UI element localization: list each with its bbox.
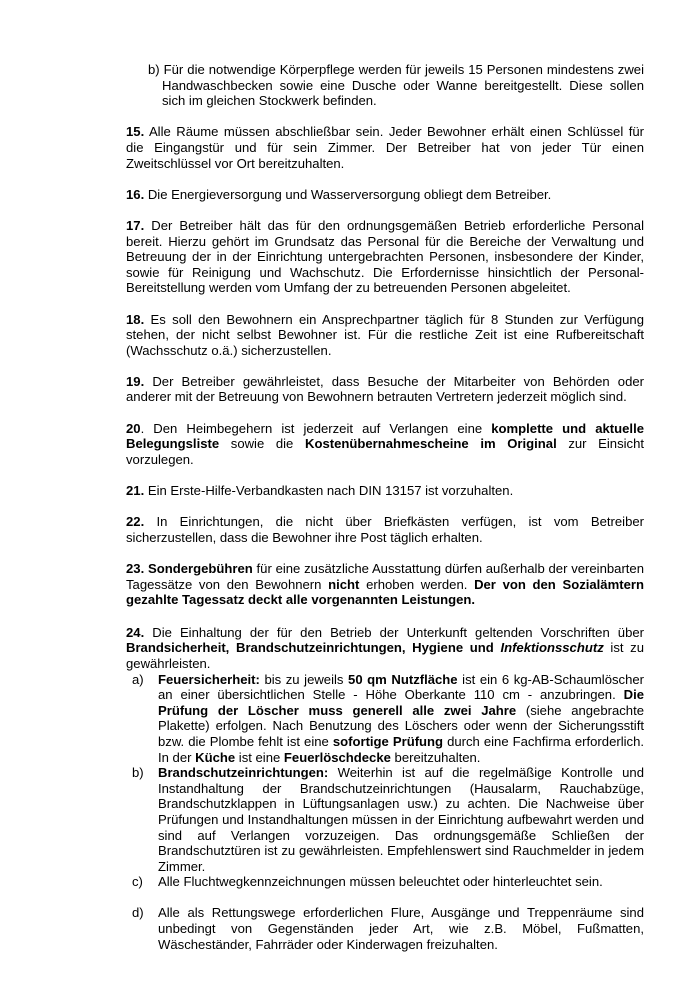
emphasis-text: komplette und aktuelle Belegungsliste	[126, 420, 644, 452]
paragraph-text: Die Energieversorgung und Wasserversorgung obliegt dem Betreiber.	[144, 186, 552, 202]
list-label: b)	[132, 765, 144, 781]
paragraph-text: Ein Erste-Hilfe-Verbandkasten nach DIN 13157 ist vorzuhalten.	[144, 483, 514, 499]
paragraph-21	[126, 483, 644, 499]
emphasis-text: Der von den Sozialämtern gezahlte Tagessatz deckt alle vorgenannten Leistungen.	[126, 576, 644, 608]
emphasis-text: Feuersicherheit:	[158, 671, 260, 687]
paragraph-number: 19.	[126, 373, 145, 389]
paragraph-text: Der Betreiber hält das für den ordnungsgemäßen Betrieb erforderliche Personal bereit. Hierzu gehört im Grundsatz das Personal für die Bereiche der Verwaltung und Betreuung der in der Einrichtung untergebrachten Personen, insbesondere der Kinder, sowie für Reinigung und Wachschutz. Die Erfordernisse hinsichtlich der Personal- Bereitstellung werden vom Umfang der zu betreuenden Personen abgeleitet.	[126, 217, 644, 296]
emphasis-text: Brandschutzeinrichtungen:	[158, 765, 329, 781]
paragraph-17	[126, 218, 644, 296]
paragraph-text: Alle Räume müssen abschließbar sein. Jeder Bewohner erhält einen Schlüssel für die Eingangstür und für sein Zimmer. Der Betreiber hat von jeder Tür einen Zweitschlüssel vor Ort bereitzuhalten.	[126, 124, 644, 171]
emphasis-text: nicht	[328, 576, 360, 592]
emphasis-text: Die Prüfung der Löscher muss generell alle zwei Jahre	[158, 687, 644, 718]
paragraph-number: 23. Sondergebühren	[126, 561, 253, 576]
list-item-d-rettungswege	[126, 905, 644, 952]
paragraph-text: ist ein 6 kg-AB-Schaumlöscher an einer übersichtlichen Stelle - Höhe Oberkante 110 cm - anzubringen.	[158, 671, 644, 703]
paragraph-19	[126, 374, 644, 405]
paragraph-number: 17.	[126, 217, 145, 233]
list-label: d)	[132, 905, 144, 921]
paragraph-text: Weiterhin ist auf die regelmäßige Kontrolle und Instandhaltung der Brandschutzeinrichtungen (Hausalarm, Rauchabzüge, Brandschutzklappen in Lüftungsanlagen usw.) zu achten. Die Nachweise über Prüfungen und Instandhaltungen müssen in der Einrichtung aufbewahrt werden und sind auf Verlangen vorzuzeigen. Das ordnungsgemäße Schließen der Brandschutztüren ist zu gewährleisten. Empfehlenswert sind Rauchmelder in jedem Zimmer.	[158, 765, 644, 874]
paragraph-15	[126, 124, 644, 171]
list-item-b-koerperpflege	[132, 62, 644, 109]
paragraph-text: bereitzuhalten.	[390, 749, 481, 765]
list-label: c)	[132, 874, 143, 890]
emphasis-text: Kostenübernahmescheine im Original	[304, 436, 557, 452]
paragraph-number: 22.	[126, 514, 145, 530]
list-item-b-brandschutzeinrichtungen	[126, 765, 644, 874]
paragraph-text: Alle Fluchtwegkennzeichnungen müssen beleuchtet oder hinterleuchtet sein.	[158, 874, 603, 890]
list-item-a-feuersicherheit	[126, 672, 644, 766]
paragraph-24	[126, 625, 644, 672]
paragraph-text: ist eine	[235, 749, 284, 765]
paragraph-text: erhoben werden.	[359, 576, 475, 592]
paragraph-text: Alle als Rettungswege erforderlichen Flure, Ausgänge und Treppenräume sind unbedingt von Gegenständen jeder Art, wie z.B. Möbel, Fußmatten, Wäscheständer, Fahrräder oder Kinderwagen freizuhalten.	[158, 905, 644, 952]
list-text: Für die notwendige Körperpflege werden für jeweils 15 Personen mindestens zwei Handwaschbecken sowie eine Dusche oder Wanne bereitgestellt. Diese sollen sich im gleichen Stockwerk befinden.	[162, 62, 644, 109]
list-label: a)	[132, 671, 144, 687]
emphasis-text: Feuerlöschdecke	[283, 749, 391, 765]
emphasis-text: Brandsicherheit, Brandschutzeinrichtungen, Hygiene und	[126, 640, 501, 656]
list-item-c-fluchtwege	[126, 874, 644, 890]
paragraph-number: 16.	[126, 186, 145, 202]
paragraph-text: zur Einsicht vorzulegen.	[126, 436, 645, 467]
paragraph-text: Die Einhaltung der für den Betrieb der Unterkunft geltenden Vorschriften über	[144, 624, 644, 640]
list-label: b)	[148, 62, 160, 77]
paragraph-text: . Den Heimbegehern ist jederzeit auf Verlangen eine	[140, 420, 492, 436]
paragraph-number: 20	[126, 420, 141, 436]
paragraph-22	[126, 514, 644, 545]
emphasis-text: 50 qm Nutzfläche	[348, 671, 458, 687]
emphasis-text: Infektionsschutz	[500, 640, 604, 656]
emphasis-text: Küche	[195, 749, 236, 765]
paragraph-text: Der Betreiber gewährleistet, dass Besuche der Mitarbeiter von Behörden oder anderer mit der Betreuung von Bewohnern betrauten Vertretern jederzeit möglich sind.	[126, 373, 644, 405]
paragraph-20	[126, 421, 644, 468]
paragraph-text: sowie die	[219, 436, 305, 452]
paragraph-number: 18.	[126, 311, 145, 327]
paragraph-number: 21.	[126, 483, 145, 499]
paragraph-23	[126, 561, 644, 608]
paragraph-text: für eine zusätzliche Ausstattung dürfen außerhalb der vereinbarten Tagessätze von den Bewohnern	[126, 561, 645, 592]
paragraph-text: In Einrichtungen, die nicht über Briefkästen verfügen, ist vom Betreiber sicherzustellen, dass die Bewohner ihre Post täglich erhalten.	[126, 514, 644, 545]
paragraph-text: ist zu gewährleisten.	[126, 640, 645, 671]
emphasis-text: sofortige Prüfung	[332, 733, 444, 749]
paragraph-number: 15.	[126, 124, 145, 140]
paragraph-text: Es soll den Bewohnern ein Ansprechpartner täglich für 8 Stunden zur Verfügung stehen, der nicht selbst Bewohner ist. Für die restliche Zeit ist eine Rufbereitschaft (Wachsschutz o.ä.) sicherzustellen.	[126, 311, 644, 358]
paragraph-text: bis zu jeweils	[259, 671, 349, 687]
paragraph-text: durch eine Fachfirma erforderlich. In der	[158, 733, 645, 765]
paragraph-text: (siehe angebrachte Plakette) erfolgen. Nach Benutzung des Löschers oder wenn der Sicherungsstift bzw. die Plombe fehlt ist eine	[158, 702, 644, 749]
paragraph-16	[126, 187, 644, 203]
document-page	[126, 62, 644, 952]
paragraph-18	[126, 312, 644, 359]
paragraph-number: 24.	[126, 624, 145, 640]
